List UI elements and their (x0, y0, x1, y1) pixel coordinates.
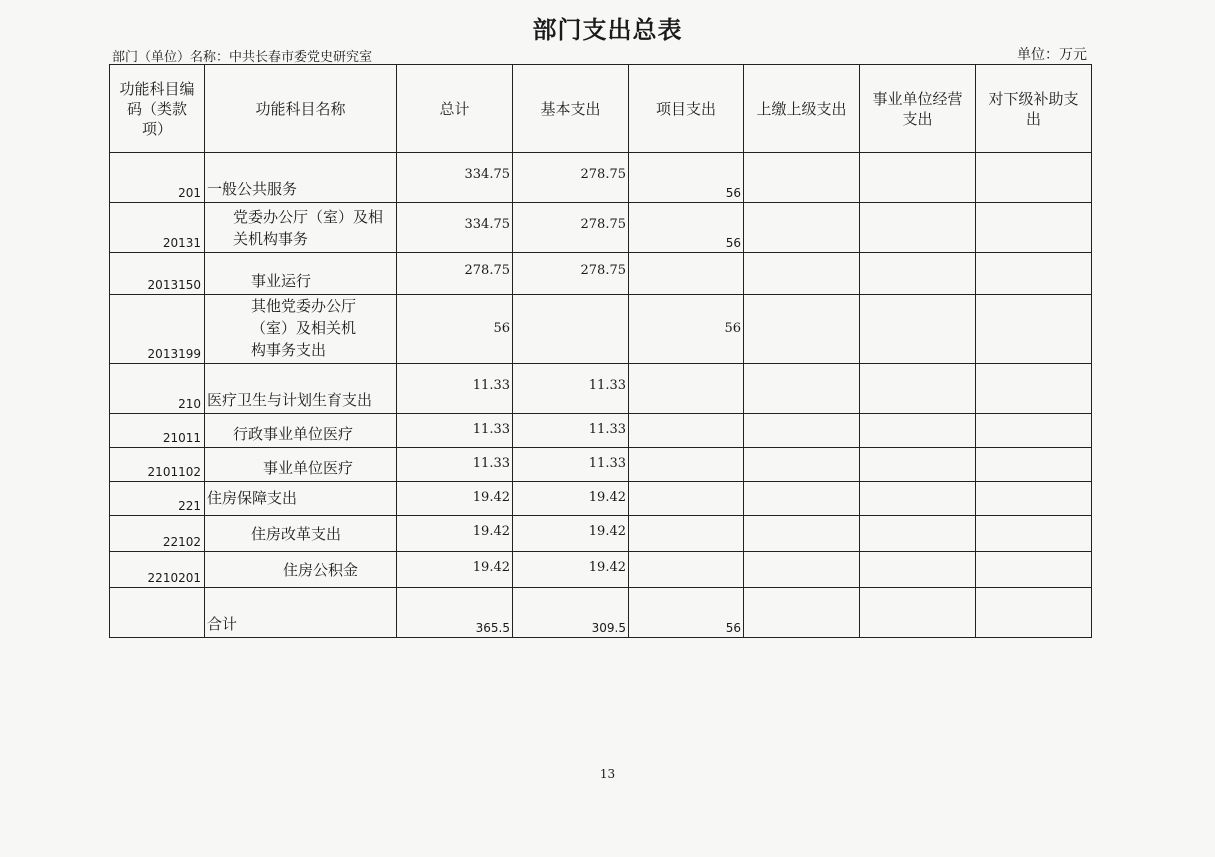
row-basic: 19.42 (588, 560, 626, 575)
row-name: 行政事业单位医疗 (233, 425, 354, 443)
header-row (110, 65, 1092, 153)
row-total: 19.42 (472, 524, 510, 539)
total-label: 合计 (207, 615, 238, 633)
total-project: 56 (725, 621, 741, 635)
row-code: 2101102 (147, 465, 201, 479)
row-total: 11.33 (472, 456, 510, 471)
row-basic: 19.42 (588, 524, 626, 539)
header-subsidy: 对下级补助支 出 (976, 65, 1092, 153)
header-name: 功能科目名称 (205, 65, 397, 153)
table-row (110, 153, 1092, 203)
total-total: 365.5 (475, 621, 510, 635)
row-code: 2013150 (147, 278, 201, 292)
row-code: 2210201 (147, 571, 201, 585)
row-total: 11.33 (472, 422, 510, 437)
header-business: 事业单位经营 支出 (860, 65, 976, 153)
row-name: 住房改革支出 (251, 525, 342, 543)
page-number: 13 (599, 767, 616, 781)
row-basic: 278.75 (580, 167, 626, 182)
table-row (110, 482, 1092, 516)
row-basic: 19.42 (588, 490, 626, 505)
row-name: 医疗卫生与计划生育支出 (207, 391, 373, 409)
row-total: 334.75 (464, 167, 510, 182)
table-row (110, 516, 1092, 552)
row-total: 278.75 (464, 263, 510, 278)
row-code: 22102 (162, 535, 201, 549)
row-code: 201 (178, 186, 201, 200)
header-basic: 基本支出 (513, 65, 629, 153)
page-title: 部门支出总表 (532, 15, 683, 44)
total-row (110, 588, 1092, 638)
row-code: 21011 (162, 431, 201, 445)
unit-label: 单位：万元 (1017, 47, 1087, 63)
row-project: 56 (725, 236, 741, 250)
table-row (110, 203, 1092, 253)
row-name: 事业运行 (251, 272, 312, 290)
row-name: 事业单位医疗 (263, 459, 354, 477)
row-code: 221 (178, 499, 201, 513)
header-code: 功能科目编 码（类款 项） (110, 65, 205, 153)
row-code: 210 (178, 397, 201, 411)
row-name: 住房公积金 (283, 561, 359, 579)
row-code: 2013199 (147, 347, 201, 361)
table-row (110, 414, 1092, 448)
row-total: 11.33 (472, 378, 510, 393)
department-label: 部门（单位）名称：中共长春市委党史研究室 (112, 50, 373, 65)
row-name: 住房保障支出 (207, 489, 298, 507)
row-basic: 278.75 (580, 263, 626, 278)
table-row (110, 364, 1092, 414)
row-basic: 11.33 (588, 422, 626, 437)
header-total: 总计 (397, 65, 513, 153)
total-basic: 309.5 (591, 621, 626, 635)
expenditure-table (109, 64, 1092, 638)
header-upper: 上缴上级支出 (744, 65, 860, 153)
row-basic: 11.33 (588, 456, 626, 471)
table-row (110, 295, 1092, 364)
row-basic: 11.33 (588, 378, 626, 393)
table-row (110, 448, 1092, 482)
table-row (110, 253, 1092, 295)
row-total: 19.42 (472, 490, 510, 505)
table-row (110, 552, 1092, 588)
row-name: 其他党委办公厅（室）及相关机构事务支出 (251, 297, 357, 359)
row-total: 334.75 (464, 217, 510, 232)
row-code: 20131 (162, 236, 201, 250)
row-basic: 278.75 (580, 217, 626, 232)
header-project: 项目支出 (629, 65, 744, 153)
row-name: 一般公共服务 (207, 180, 298, 198)
row-total: 56 (493, 321, 510, 336)
row-total: 19.42 (472, 560, 510, 575)
row-name: 党委办公厅（室）及相关机构事务 (233, 208, 384, 248)
row-project: 56 (725, 186, 741, 200)
row-project: 56 (724, 321, 741, 336)
